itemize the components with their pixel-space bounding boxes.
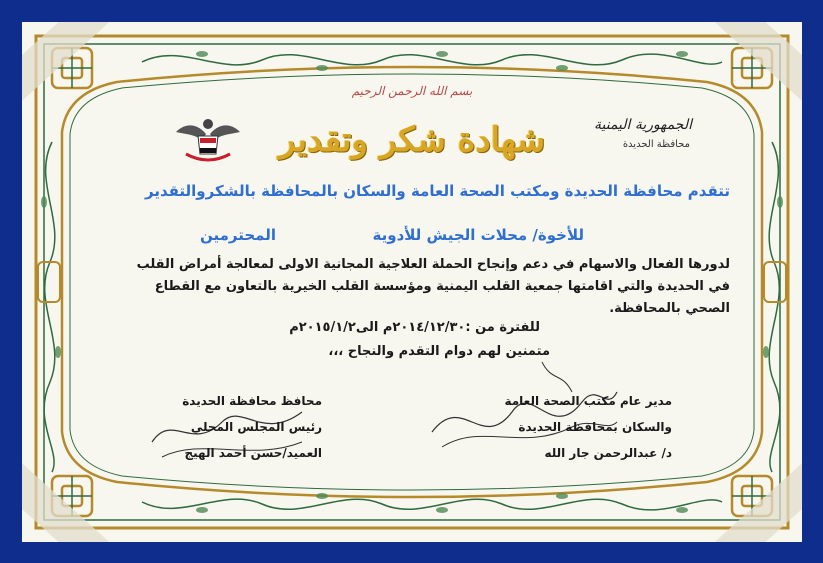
certificate-title: شهادة شكر وتقدير	[278, 120, 546, 160]
body-text	[100, 254, 730, 320]
certificate-paper	[22, 22, 802, 542]
signatory-title: والسكان بمحافظة الحديدة	[518, 420, 672, 434]
body-line: الصحي بالمحافظة.	[609, 301, 730, 316]
basmala: بسم الله الرحمن الرحيم	[351, 84, 473, 98]
republic-name: الجمهورية اليمنية	[593, 117, 692, 133]
governorate-name: محافظة الحديدة	[622, 139, 690, 150]
intro-line: تتقدم محافظة الحديدة ومكتب الصحة العامة والسكان بالمحافظة بالشكروالتقدير	[144, 182, 730, 200]
respected-label: المحترمين	[200, 226, 277, 244]
signatory-title: محافظ محافظة الحديدة	[182, 394, 322, 408]
addressee: للأخوة/ محلات الجيش للأدوية	[372, 226, 584, 244]
body-line: في الحديدة والتي اقامتها جمعية القلب اليمنية ومؤسسة القلب الخيرية بالتعاون مع القطاع	[154, 279, 730, 294]
signatory-title: مدير عام مكتب الصحة العامة	[504, 394, 672, 408]
signatory-name: د/ عبدالرحمن جار الله	[544, 446, 672, 460]
eagle-emblem-icon	[172, 114, 244, 166]
signatory-name: العميد/حسن أحمد الهيج	[184, 446, 322, 460]
signatory-left	[122, 388, 322, 466]
signatory-title: رئيس المجلس المحلي	[190, 420, 322, 434]
signatory-right	[452, 388, 672, 466]
period-text: للفترة من :٢٠١٤/١٢/٣٠م الى٢٠١٥/١/٢م	[289, 320, 540, 335]
wishes-text: متمنين لهم دوام التقدم والنجاح ،،،	[328, 344, 550, 359]
body-line: لدورها الفعال والاسهام في دعم وإنجاح الحملة العلاجية المجانية الاولى لمعالجة أمراض القلب	[136, 257, 730, 272]
